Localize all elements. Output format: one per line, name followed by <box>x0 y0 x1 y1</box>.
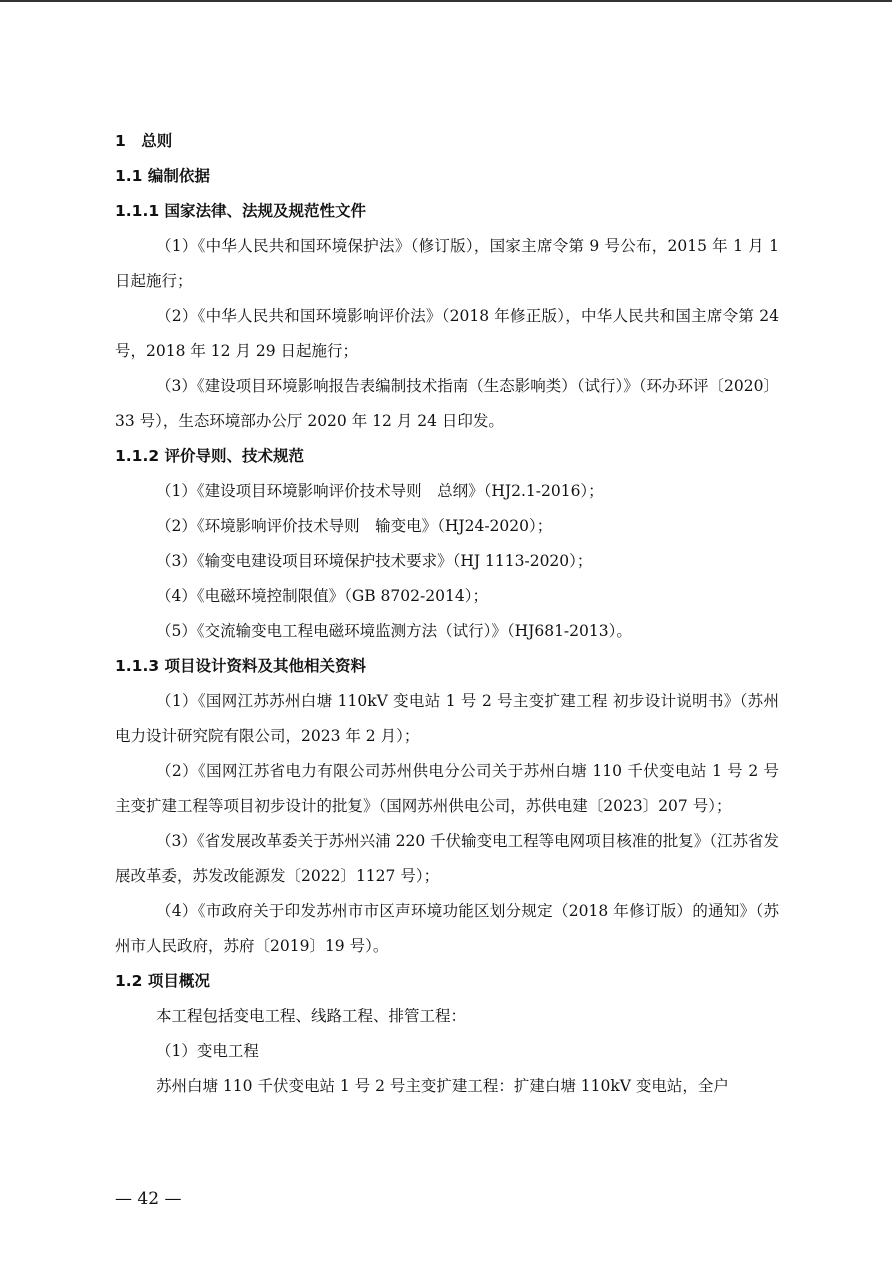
page-top-border <box>0 0 892 2</box>
overview-text: 苏州白塘 110 千伏变电站 1 号 2 号主变扩建工程：扩建白塘 110kV 变电站，全户 <box>156 1077 729 1095</box>
heading-basis: 1.1 编制依据 <box>115 167 210 185</box>
guideline-item-5: （5）《交流输变电工程电磁环境监测方法（试行）》（HJ681-2013）。 <box>156 622 632 640</box>
guideline-item-4: （4）《电磁环境控制限值》（GB 8702-2014）； <box>156 587 488 605</box>
design-doc-item-3: （3）《省发展改革委关于苏州兴浦 220 千伏输变电工程等电网项目核准的批复》（江苏省发展改革委，苏发改能源发〔2022〕1127 号）； <box>115 832 779 885</box>
guideline-item-1: （1）《建设项目环境影响评价技术导则 总纲》（HJ2.1-2016）； <box>156 482 604 500</box>
design-doc-item-2: （2）《国网江苏省电力有限公司苏州供电分公司关于苏州白塘 110 千伏变电站 1 号 2 号主变扩建工程等项目初步设计的批复》（国网苏州供电公司，苏供电建〔2023〕207 号）； <box>115 762 779 815</box>
heading-national-laws: 1.1.1 国家法律、法规及规范性文件 <box>115 202 367 220</box>
law-item-3: （3）《建设项目环境影响报告表编制技术指南（生态影响类）（试行）》（环办环评〔2020〕33 号），生态环境部办公厅 2020 年 12 月 24 日印发。 <box>115 377 779 430</box>
design-doc-item-1: （1）《国网江苏苏州白塘 110kV 变电站 1 号 2 号主变扩建工程 初步设计说明书》（苏州电力设计研究院有限公司，2023 年 2 月）； <box>115 692 779 745</box>
guideline-item-2: （2）《环境影响评价技术导则 输变电》（HJ24-2020）； <box>156 517 553 535</box>
overview-intro: 本工程包括变电工程、线路工程、排管工程： <box>156 1007 467 1025</box>
overview-item-1: （1）变电工程 <box>156 1042 259 1060</box>
document-body <box>115 124 779 1104</box>
heading-general: 1 总则 <box>115 132 173 150</box>
heading-guidelines: 1.1.2 评价导则、技术规范 <box>115 447 305 465</box>
design-doc-item-4: （4）《市政府关于印发苏州市市区声环境功能区划分规定（2018 年修订版）的通知》（苏州市人民政府，苏府〔2019〕19 号）。 <box>115 902 779 955</box>
law-item-1: （1）《中华人民共和国环境保护法》（修订版），国家主席令第 9 号公布，2015 年 1 月 1 日起施行； <box>115 237 779 290</box>
law-item-2: （2）《中华人民共和国环境影响评价法》（2018 年修正版），中华人民共和国主席令第 24 号，2018 年 12 月 29 日起施行； <box>115 307 779 360</box>
guideline-item-3: （3）《输变电建设项目环境保护技术要求》（HJ 1113-2020）； <box>156 552 593 570</box>
page-number: — 42 — <box>115 1189 182 1209</box>
heading-overview: 1.2 项目概况 <box>115 972 210 990</box>
heading-design-docs: 1.1.3 项目设计资料及其他相关资料 <box>115 657 367 675</box>
